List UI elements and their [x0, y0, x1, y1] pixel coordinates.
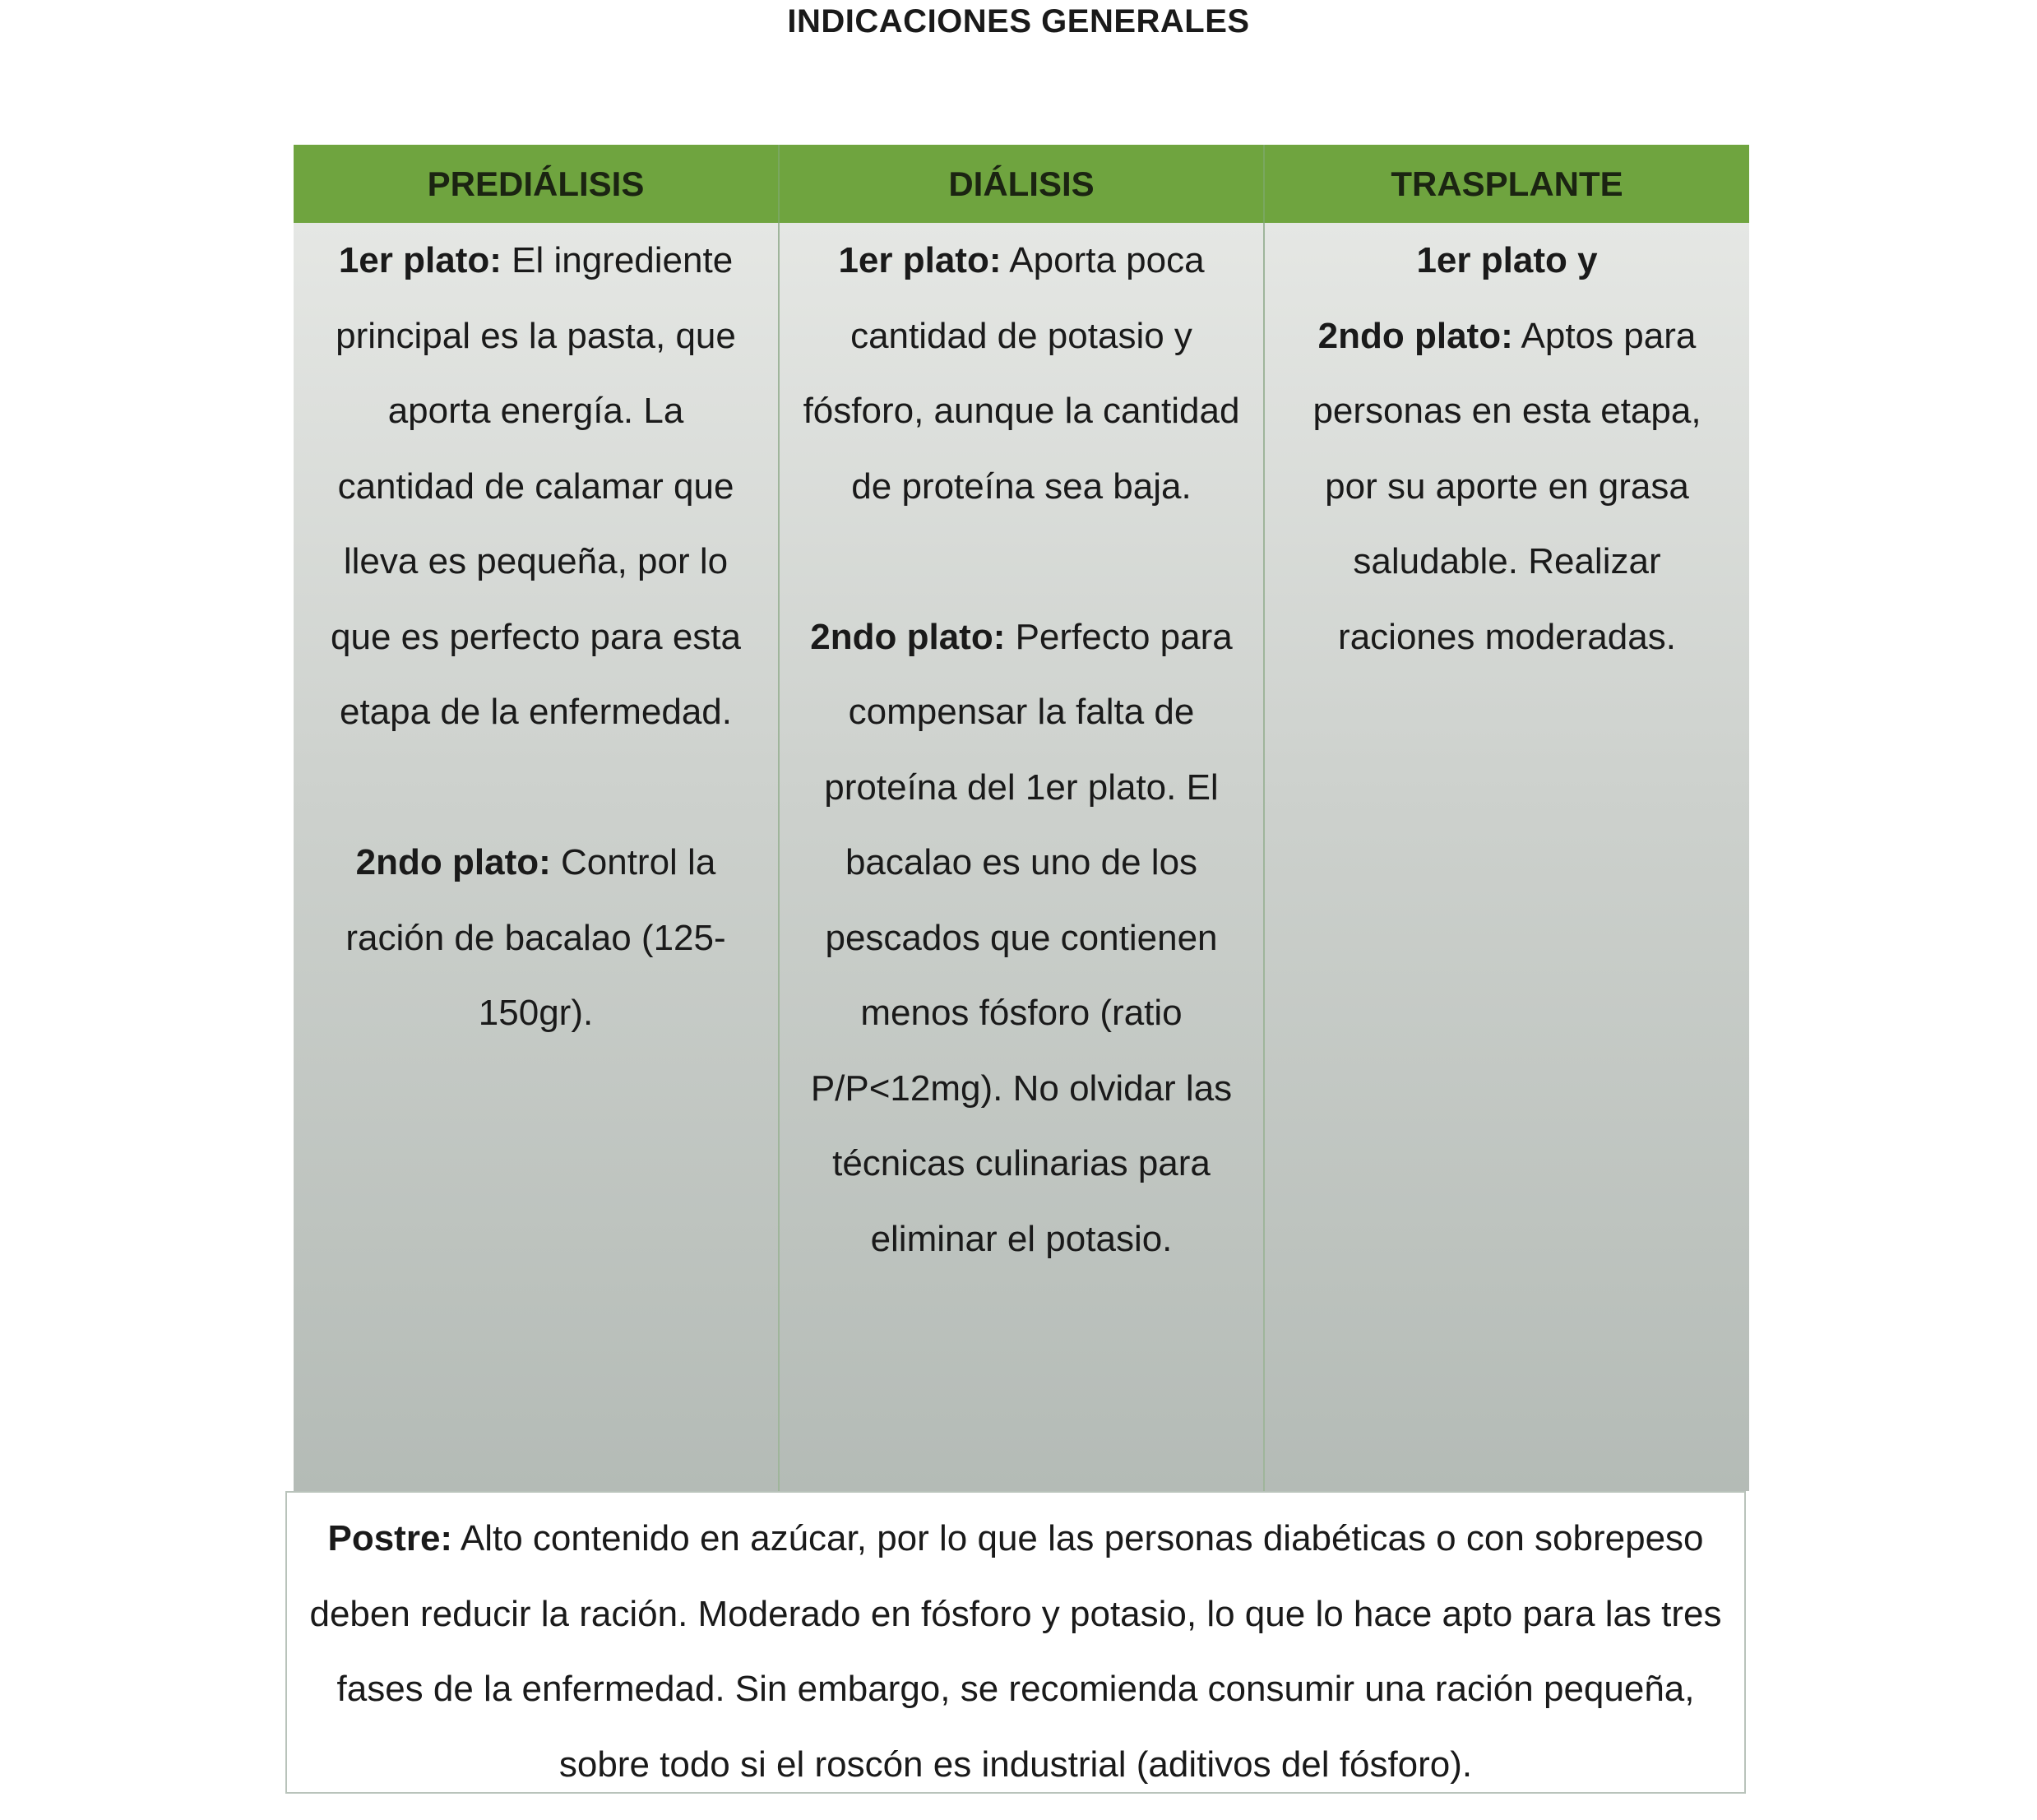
second-course-text: Perfecto para compensar la falta de proteína del 1er plato. El bacalao es uno de los pescados que contienen menos fósforo (ratio P/P<12mg). [810, 616, 1233, 1109]
first-course-note [315, 223, 757, 750]
second-course-label: 2ndo plato: [810, 616, 1006, 657]
second-course-extra-text: No olvidar las técnicas culinarias para eliminar el potasio. [832, 1067, 1233, 1259]
cell-dialisis [779, 223, 1264, 1491]
first-course-label: 1er plato: [838, 240, 1002, 280]
first-course-text: El ingrediente principal es la pasta, que aporta energía. La cantidad de calamar que lleva es pequeña, por lo que es perfecto para esta etapa de la enfermedad. [331, 240, 741, 732]
dessert-label: Postre: [327, 1518, 453, 1558]
second-course-note [801, 600, 1242, 1277]
cell-predialisis [294, 223, 779, 1491]
second-course-label: 2ndo plato: [1317, 315, 1513, 356]
table-row [294, 223, 1749, 1491]
header-predialisis: PREDIÁLISIS [294, 145, 779, 223]
second-course-note [315, 825, 757, 1051]
first-course-label: 1er plato y [1416, 240, 1598, 280]
courses-text: Aptos para personas en esta etapa, por su aporte en grasa saludable. Realizar raciones moderadas. [1312, 315, 1701, 657]
header-dialisis: DIÁLISIS [779, 145, 1264, 223]
cell-trasplante [1264, 223, 1749, 1491]
second-course-text: Control la ración de bacalao (125-150gr). [345, 842, 726, 1033]
table-header-row [294, 145, 1749, 223]
first-course-label: 1er plato: [338, 240, 502, 280]
page-title: INDICACIONES GENERALES [787, 3, 1250, 39]
dessert-text: Alto contenido en azúcar, por lo que las personas diabéticas o con sobrepeso deben reducir la ración. Moderado en fósforo y potasio, lo que lo hace apto para las tres fases de la enfermedad. Sin embargo, se recomienda consumir una ración pequeña, sobre todo si el roscón es industrial (aditivos del fósforo). [309, 1518, 1722, 1785]
first-course-text: Aporta poca cantidad de potasio y fósforo, aunque la cantidad de proteína sea baja. [803, 240, 1240, 507]
courses-note [1286, 223, 1728, 674]
first-course-note [801, 223, 1242, 524]
dessert-note [285, 1491, 1746, 1794]
second-course-label: 2ndo plato: [355, 842, 551, 882]
header-trasplante: TRASPLANTE [1264, 145, 1749, 223]
indications-table [294, 145, 1749, 1491]
